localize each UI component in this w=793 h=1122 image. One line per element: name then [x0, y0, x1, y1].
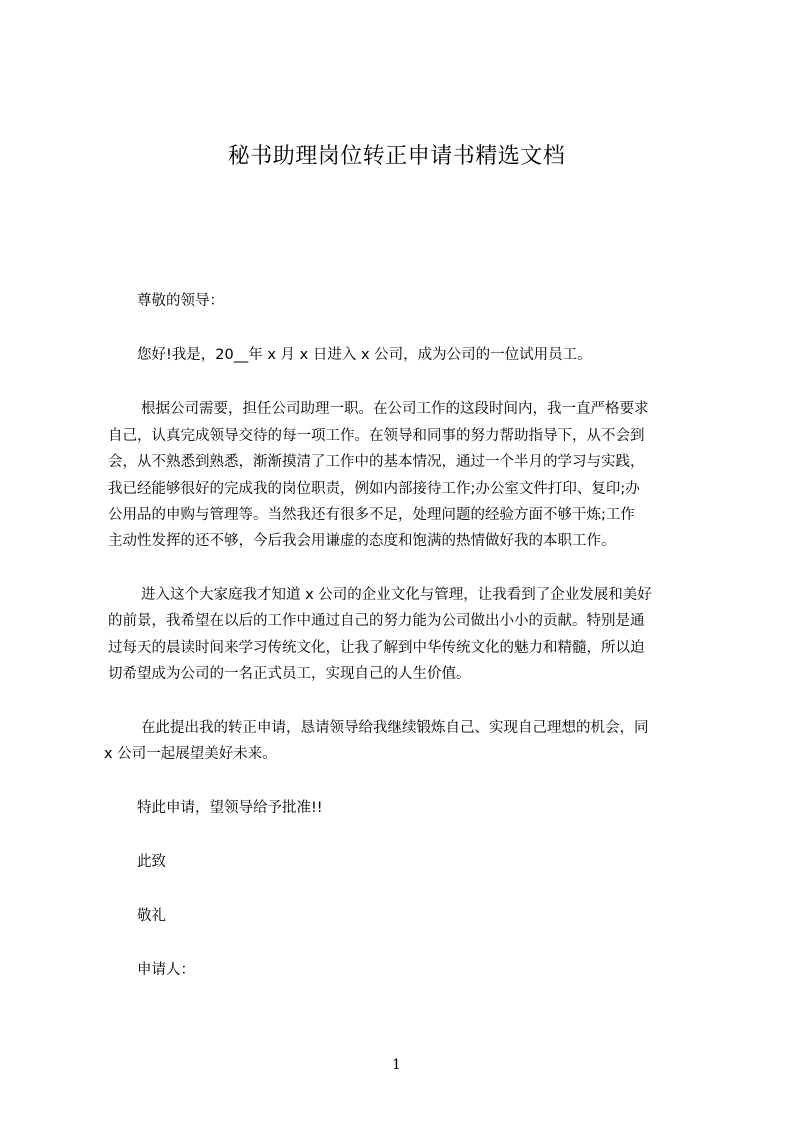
- paragraph-3-line: 在此提出我的转正申请，恳请领导给我继续锻炼自己、实现自己理想的机会，同: [141, 720, 649, 736]
- document-title: 秘书助理岗位转正申请书精选文档: [227, 144, 566, 169]
- paragraph-1-line: 会，从不熟悉到熟悉，渐渐摸清了工作中的基本情况，通过一个半月的学习与实践，: [108, 454, 645, 470]
- applicant-label: 申请人：: [137, 962, 195, 978]
- paragraph-1-line: 公用品的申购与管理等。当然我还有很多不足，处理问题的经验方面不够干炼;工作: [108, 507, 635, 523]
- paragraph-1-line: 主动性发挥的还不够，今后我会用谦虚的态度和饱满的热情做好我的本职工作。: [108, 533, 616, 549]
- paragraph-1-line: 根据公司需要，担任公司助理一职。在公司工作的这段时间内，我一直严格要求: [141, 401, 649, 417]
- paragraph-2-line: 过每天的晨读时间来学习传统文化，让我了解到中华传统文化的魅力和精髓，所以迫: [108, 640, 645, 656]
- page-number: 1: [392, 1057, 401, 1073]
- greeting: 您好!我是，20__年 x 月 x 日进入 x 公司，成为公司的一位试用员工。: [137, 347, 592, 363]
- closing-cizhi: 此致: [137, 854, 166, 870]
- paragraph-2-line: 进入这个大家庭我才知道 x 公司的企业文化与管理，让我看到了企业发展和美好: [141, 587, 652, 603]
- paragraph-2-line: 切希望成为公司的一名正式员工，实现自己的人生价值。: [108, 666, 471, 682]
- paragraph-1-line: 自己，认真完成领导交待的每一项工作。在领导和同事的努力帮助指导下，从不会到: [108, 428, 645, 444]
- paragraph-1-line: 我已经能够很好的完成我的岗位职责，例如内部接待工作;办公室文件打印、复印;办: [108, 481, 640, 497]
- paragraph-2-line: 的前景，我希望在以后的工作中通过自己的努力能为公司做出小小的贡献。特别是通: [108, 613, 645, 629]
- paragraph-3-line: x 公司一起展望美好未来。: [104, 746, 277, 762]
- request-line: 特此申请，望领导给予批准!!: [137, 800, 323, 816]
- closing-jingli: 敬礼: [137, 908, 166, 924]
- salutation: 尊敬的领导：: [137, 293, 224, 309]
